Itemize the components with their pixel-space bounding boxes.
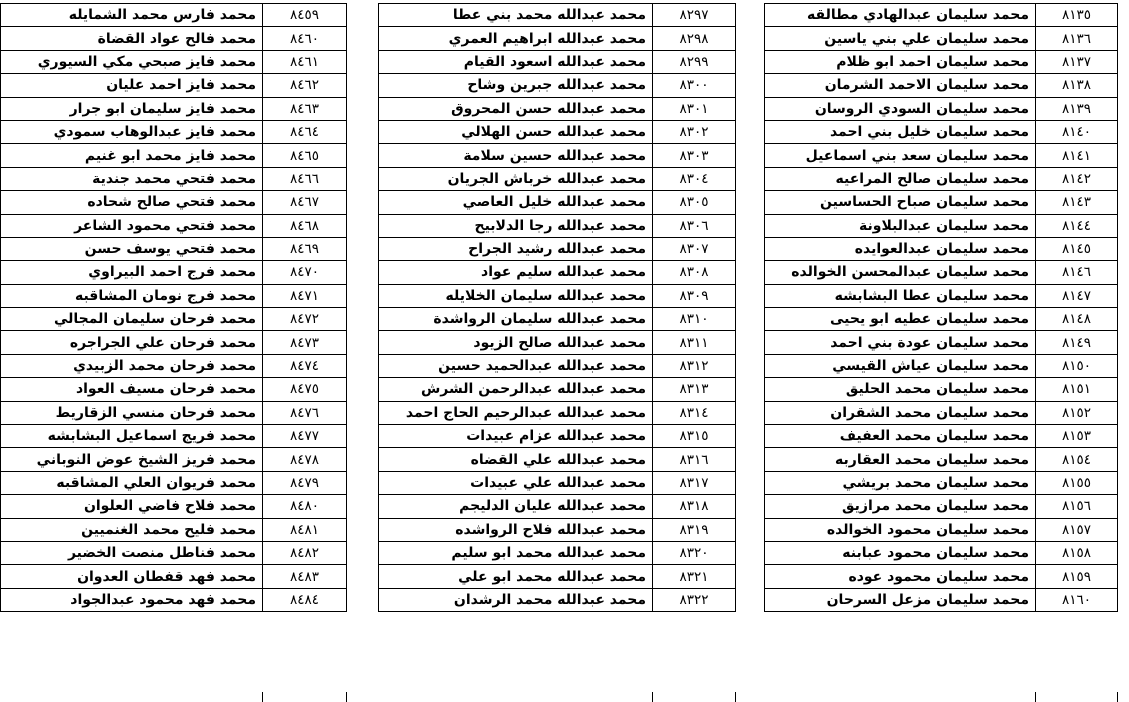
table-row (379, 214, 736, 237)
serial-number-cell: ٨٤٦٦ (263, 167, 347, 190)
person-name-cell: محمد عبدالله جبرين وشاح (379, 74, 653, 97)
serial-number-cell: ٨٢٩٨ (653, 27, 736, 50)
table-row (1, 308, 347, 331)
serial-number-cell: ٨٤٧٤ (263, 354, 347, 377)
person-name-cell: محمد عبدالله عزام عبيدات (379, 425, 653, 448)
person-name-cell: محمد سليمان محمد العفيف (765, 425, 1036, 448)
table-row (1, 401, 347, 424)
serial-number-cell: ٨٤٧٧ (263, 425, 347, 448)
table-row (765, 284, 1118, 307)
table-row (765, 237, 1118, 260)
person-name-cell: محمد سليمان عبدالعوايده (765, 237, 1036, 260)
person-name-cell: محمد عبدالله عبدالحميد حسين (379, 354, 653, 377)
serial-number-cell: ٨٤٦٤ (263, 120, 347, 143)
person-name-cell: محمد فايز احمد عليان (1, 74, 263, 97)
serial-number-cell: ٨٤٧٠ (263, 261, 347, 284)
serial-number-cell: ٨٣١٠ (653, 308, 736, 331)
table-row (379, 27, 736, 50)
table-row (1, 214, 347, 237)
serial-number-cell: ٨٣٢١ (653, 565, 736, 588)
serial-number-cell: ٨٤٦٨ (263, 214, 347, 237)
table-row (1, 284, 347, 307)
person-name-cell: محمد سليمان الاحمد الشرمان (765, 74, 1036, 97)
serial-number-cell: ٨٤٧٢ (263, 308, 347, 331)
serial-number-cell: ٨١٥٧ (1036, 518, 1118, 541)
table-row (1, 97, 347, 120)
person-name-cell: محمد سليمان سعد بني اسماعيل (765, 144, 1036, 167)
person-name-cell: محمد فرج نومان المشاقبه (1, 284, 263, 307)
table-row (1, 50, 347, 73)
person-name-cell: محمد عبدالله خليل العاصي (379, 191, 653, 214)
person-name-cell: محمد سليمان السودي الروسان (765, 97, 1036, 120)
person-name-cell: محمد عبدالله عليان الدليجم (379, 495, 653, 518)
serial-number-cell: ٨٤٦٧ (263, 191, 347, 214)
person-name-cell: محمد عبدالله سليمان الخلايله (379, 284, 653, 307)
person-name-cell: محمد فريز الشيخ عوض النوباني (1, 448, 263, 471)
person-name-cell: محمد عبدالله علي القضاه (379, 448, 653, 471)
table-row (765, 144, 1118, 167)
table-row (379, 144, 736, 167)
table-row (1, 74, 347, 97)
names-table-left (0, 3, 347, 612)
table-row (765, 331, 1118, 354)
person-name-cell: محمد فتحي يوسف حسن (1, 237, 263, 260)
serial-number-cell: ٨٣١٤ (653, 401, 736, 424)
table-row (1, 27, 347, 50)
table-row (1, 495, 347, 518)
table-row (765, 50, 1118, 73)
table-row (379, 120, 736, 143)
person-name-cell: محمد سليمان صالح المراعيه (765, 167, 1036, 190)
serial-number-cell: ٨٤٨٤ (263, 588, 347, 611)
serial-number-cell: ٨١٥١ (1036, 378, 1118, 401)
table-row (379, 495, 736, 518)
person-name-cell: محمد سليمان عبدالمحسن الخوالده (765, 261, 1036, 284)
serial-number-cell: ٨٣٠١ (653, 97, 736, 120)
person-name-cell: محمد عبدالله رجا الدلابيح (379, 214, 653, 237)
table-row (1, 261, 347, 284)
serial-number-cell: ٨٣١٢ (653, 354, 736, 377)
table-row (379, 354, 736, 377)
person-name-cell: محمد عبدالله صالح الزيود (379, 331, 653, 354)
serial-number-cell: ٨٣٠٩ (653, 284, 736, 307)
table-row (765, 191, 1118, 214)
table-row (1, 331, 347, 354)
person-name-cell: محمد عبدالله سليم عواد (379, 261, 653, 284)
person-name-cell: محمد عبدالله علي عبيدات (379, 471, 653, 494)
table-row (765, 354, 1118, 377)
person-name-cell: محمد عبدالله اسعود القيام (379, 50, 653, 73)
serial-number-cell: ٨١٦٠ (1036, 588, 1118, 611)
table-row (379, 191, 736, 214)
table-row (379, 378, 736, 401)
table-row (379, 237, 736, 260)
table-row (765, 518, 1118, 541)
person-name-cell: محمد فايز صبحي مكي السيوري (1, 50, 263, 73)
serial-number-cell: ٨٣١٨ (653, 495, 736, 518)
table-row (765, 378, 1118, 401)
person-name-cell: محمد سليمان محمود عبابنه (765, 541, 1036, 564)
person-name-cell: محمد سليمان محمد العقاربه (765, 448, 1036, 471)
table-row (379, 471, 736, 494)
person-name-cell: محمد فهد محمود عبدالجواد (1, 588, 263, 611)
serial-number-cell: ٨٤٥٩ (263, 4, 347, 27)
person-name-cell: محمد عبدالله محمد ابو علي (379, 565, 653, 588)
serial-number-cell: ٨١٤١ (1036, 144, 1118, 167)
table-row (765, 588, 1118, 611)
serial-number-cell: ٨١٥٩ (1036, 565, 1118, 588)
table-body (379, 4, 736, 612)
person-name-cell: محمد فلاح فاضي العلوان (1, 495, 263, 518)
table-row (379, 518, 736, 541)
person-name-cell: محمد عبدالله حسين سلامة (379, 144, 653, 167)
serial-number-cell: ٨١٥٦ (1036, 495, 1118, 518)
table-row (1, 518, 347, 541)
serial-number-cell: ٨٣٠٧ (653, 237, 736, 260)
person-name-cell: محمد فرحان علي الجراجره (1, 331, 263, 354)
serial-number-cell: ٨٤٧٩ (263, 471, 347, 494)
person-name-cell: محمد عبدالله محمد الرشدان (379, 588, 653, 611)
table-row (379, 588, 736, 611)
person-name-cell: محمد عبدالله فلاح الرواشده (379, 518, 653, 541)
serial-number-cell: ٨١٤٣ (1036, 191, 1118, 214)
table-row (379, 331, 736, 354)
column-tail-middle (652, 692, 736, 702)
person-name-cell: محمد سليمان احمد ابو ظلام (765, 50, 1036, 73)
table-row (765, 74, 1118, 97)
person-name-cell: محمد عبدالله حسن المحروق (379, 97, 653, 120)
names-table-right (764, 3, 1118, 612)
serial-number-cell: ٨٤٧٨ (263, 448, 347, 471)
table-row (1, 237, 347, 260)
serial-number-cell: ٨١٥٥ (1036, 471, 1118, 494)
serial-number-cell: ٨٢٩٧ (653, 4, 736, 27)
table-row (765, 27, 1118, 50)
person-name-cell: محمد فناطل منصت الخضير (1, 541, 263, 564)
table-row (765, 401, 1118, 424)
serial-number-cell: ٨١٥٢ (1036, 401, 1118, 424)
table-row (379, 565, 736, 588)
table-row (379, 167, 736, 190)
table-row (765, 261, 1118, 284)
serial-number-cell: ٨٤٦٣ (263, 97, 347, 120)
table-row (379, 401, 736, 424)
serial-number-cell: ٨١٥٠ (1036, 354, 1118, 377)
serial-number-cell: ٨٣٢٠ (653, 541, 736, 564)
serial-number-cell: ٨١٣٨ (1036, 74, 1118, 97)
table-row (379, 97, 736, 120)
serial-number-cell: ٨١٥٤ (1036, 448, 1118, 471)
serial-number-cell: ٨١٣٩ (1036, 97, 1118, 120)
table-row (765, 214, 1118, 237)
table-row (379, 4, 736, 27)
person-name-cell: محمد فرحان محمد الزبيدي (1, 354, 263, 377)
person-name-cell: محمد فرحان منسي الزقاريط (1, 401, 263, 424)
table-row (765, 495, 1118, 518)
person-name-cell: محمد سليمان عطيه ابو يحيى (765, 308, 1036, 331)
person-name-cell: محمد عبدالله حسن الهلالي (379, 120, 653, 143)
serial-number-cell: ٨١٤٦ (1036, 261, 1118, 284)
serial-number-cell: ٨٤٨٣ (263, 565, 347, 588)
person-name-cell: محمد فايز عبدالوهاب سمودي (1, 120, 263, 143)
person-name-cell: محمد سليمان محمود الخوالده (765, 518, 1036, 541)
serial-number-cell: ٨٤٦٠ (263, 27, 347, 50)
serial-number-cell: ٨٣٠٠ (653, 74, 736, 97)
serial-number-cell: ٨١٤٤ (1036, 214, 1118, 237)
person-name-cell: محمد سليمان علي بني ياسين (765, 27, 1036, 50)
table-row (1, 378, 347, 401)
table-row (1, 167, 347, 190)
person-name-cell: محمد فتحي صالح شحاده (1, 191, 263, 214)
person-name-cell: محمد فايز سليمان ابو جرار (1, 97, 263, 120)
person-name-cell: محمد فايز محمد ابو غنيم (1, 144, 263, 167)
serial-number-cell: ٨٣١٧ (653, 471, 736, 494)
person-name-cell: محمد سليمان محمد مرازيق (765, 495, 1036, 518)
table-row (379, 448, 736, 471)
table-row (1, 354, 347, 377)
person-name-cell: محمد سليمان محمد الحليق (765, 378, 1036, 401)
serial-number-cell: ٨٤٨١ (263, 518, 347, 541)
table-row (765, 541, 1118, 564)
person-name-cell: محمد سليمان عطا البشابشه (765, 284, 1036, 307)
serial-number-cell: ٨١٤٧ (1036, 284, 1118, 307)
serial-number-cell: ٨١٥٨ (1036, 541, 1118, 564)
table-row (1, 471, 347, 494)
person-name-cell: محمد عبدالله عبدالرحمن الشرش (379, 378, 653, 401)
serial-number-cell: ٨٣١٣ (653, 378, 736, 401)
table-row (1, 120, 347, 143)
table-row (1, 541, 347, 564)
serial-number-cell: ٨٣١٩ (653, 518, 736, 541)
person-name-cell: محمد سليمان خليل بني احمد (765, 120, 1036, 143)
serial-number-cell: ٨٤٧٥ (263, 378, 347, 401)
person-name-cell: محمد سليمان محمد بريشي (765, 471, 1036, 494)
person-name-cell: محمد فليح محمد الغنميين (1, 518, 263, 541)
person-name-cell: محمد فريوان العلي المشاقبه (1, 471, 263, 494)
serial-number-cell: ٨٣١٦ (653, 448, 736, 471)
table-row (765, 4, 1118, 27)
person-name-cell: محمد سليمان صباح الحساسين (765, 191, 1036, 214)
serial-number-cell: ٨١٤٩ (1036, 331, 1118, 354)
serial-number-cell: ٨٣٠٨ (653, 261, 736, 284)
table-row (1, 588, 347, 611)
serial-number-cell: ٨١٤٠ (1036, 120, 1118, 143)
serial-number-cell: ٨٤٧٦ (263, 401, 347, 424)
table-row (765, 308, 1118, 331)
table-row (765, 120, 1118, 143)
serial-number-cell: ٨١٤٢ (1036, 167, 1118, 190)
serial-number-cell: ٨٤٦٥ (263, 144, 347, 167)
person-name-cell: محمد عبدالله ابراهيم العمري (379, 27, 653, 50)
person-name-cell: محمد فالح عواد القضاة (1, 27, 263, 50)
table-body (1, 4, 347, 612)
serial-number-cell: ٨٤٨٠ (263, 495, 347, 518)
table-row (379, 74, 736, 97)
person-name-cell: محمد فارس محمد الشمايله (1, 4, 263, 27)
table-row (1, 565, 347, 588)
person-name-cell: محمد عبدالله عبدالرحيم الحاج احمد (379, 401, 653, 424)
table-body (765, 4, 1118, 612)
person-name-cell: محمد عبدالله محمد بني عطا (379, 4, 653, 27)
table-row (765, 448, 1118, 471)
person-name-cell: محمد فهد قفطان العدوان (1, 565, 263, 588)
table-row (765, 167, 1118, 190)
column-tail-right (1035, 692, 1118, 702)
table-row (765, 565, 1118, 588)
table-row (765, 97, 1118, 120)
serial-number-cell: ٨١٣٥ (1036, 4, 1118, 27)
person-name-cell: محمد سليمان عياش القيسي (765, 354, 1036, 377)
person-name-cell: محمد عبدالله خرباش الجريان (379, 167, 653, 190)
person-name-cell: محمد فرحان مسيف العواد (1, 378, 263, 401)
table-row (379, 50, 736, 73)
serial-number-cell: ٨٤٦٩ (263, 237, 347, 260)
serial-number-cell: ٨٤٦١ (263, 50, 347, 73)
person-name-cell: محمد سليمان مزعل السرحان (765, 588, 1036, 611)
serial-number-cell: ٨٤٨٢ (263, 541, 347, 564)
serial-number-cell: ٨٣٠٥ (653, 191, 736, 214)
serial-number-cell: ٨٣٠٤ (653, 167, 736, 190)
serial-number-cell: ٨٣٠٢ (653, 120, 736, 143)
person-name-cell: محمد فرحان سليمان المجالي (1, 308, 263, 331)
serial-number-cell: ٨٣٠٣ (653, 144, 736, 167)
serial-number-cell: ٨٤٧١ (263, 284, 347, 307)
column-tail-left (262, 692, 347, 702)
names-table-middle (378, 3, 736, 612)
serial-number-cell: ٨٣١١ (653, 331, 736, 354)
table-row (765, 425, 1118, 448)
table-row (1, 144, 347, 167)
serial-number-cell: ٨٣٢٢ (653, 588, 736, 611)
serial-number-cell: ٨٤٧٣ (263, 331, 347, 354)
table-row (1, 448, 347, 471)
table-row (379, 541, 736, 564)
table-row (379, 425, 736, 448)
table-row (1, 191, 347, 214)
person-name-cell: محمد فرج احمد البيراوي (1, 261, 263, 284)
serial-number-cell: ٨١٣٦ (1036, 27, 1118, 50)
person-name-cell: محمد سليمان عودة بني احمد (765, 331, 1036, 354)
table-row (1, 4, 347, 27)
person-name-cell: محمد فتحي محمد جندية (1, 167, 263, 190)
serial-number-cell: ٨٣١٥ (653, 425, 736, 448)
table-row (765, 471, 1118, 494)
person-name-cell: محمد فتحي محمود الشاعر (1, 214, 263, 237)
serial-number-cell: ٨٢٩٩ (653, 50, 736, 73)
serial-number-cell: ٨٤٦٢ (263, 74, 347, 97)
serial-number-cell: ٨١٤٥ (1036, 237, 1118, 260)
table-row (379, 261, 736, 284)
serial-number-cell: ٨٣٠٦ (653, 214, 736, 237)
person-name-cell: محمد سليمان محمد الشقران (765, 401, 1036, 424)
table-row (379, 308, 736, 331)
person-name-cell: محمد سليمان محمود عوده (765, 565, 1036, 588)
person-name-cell: محمد سليمان عبدالبلاونة (765, 214, 1036, 237)
person-name-cell: محمد عبدالله سليمان الرواشدة (379, 308, 653, 331)
person-name-cell: محمد فريج اسماعيل البشابشه (1, 425, 263, 448)
person-name-cell: محمد عبدالله محمد ابو سليم (379, 541, 653, 564)
table-row (379, 284, 736, 307)
person-name-cell: محمد عبدالله رشيد الجراح (379, 237, 653, 260)
serial-number-cell: ٨١٣٧ (1036, 50, 1118, 73)
serial-number-cell: ٨١٤٨ (1036, 308, 1118, 331)
serial-number-cell: ٨١٥٣ (1036, 425, 1118, 448)
table-row (1, 425, 347, 448)
person-name-cell: محمد سليمان عبدالهادي مطالقه (765, 4, 1036, 27)
